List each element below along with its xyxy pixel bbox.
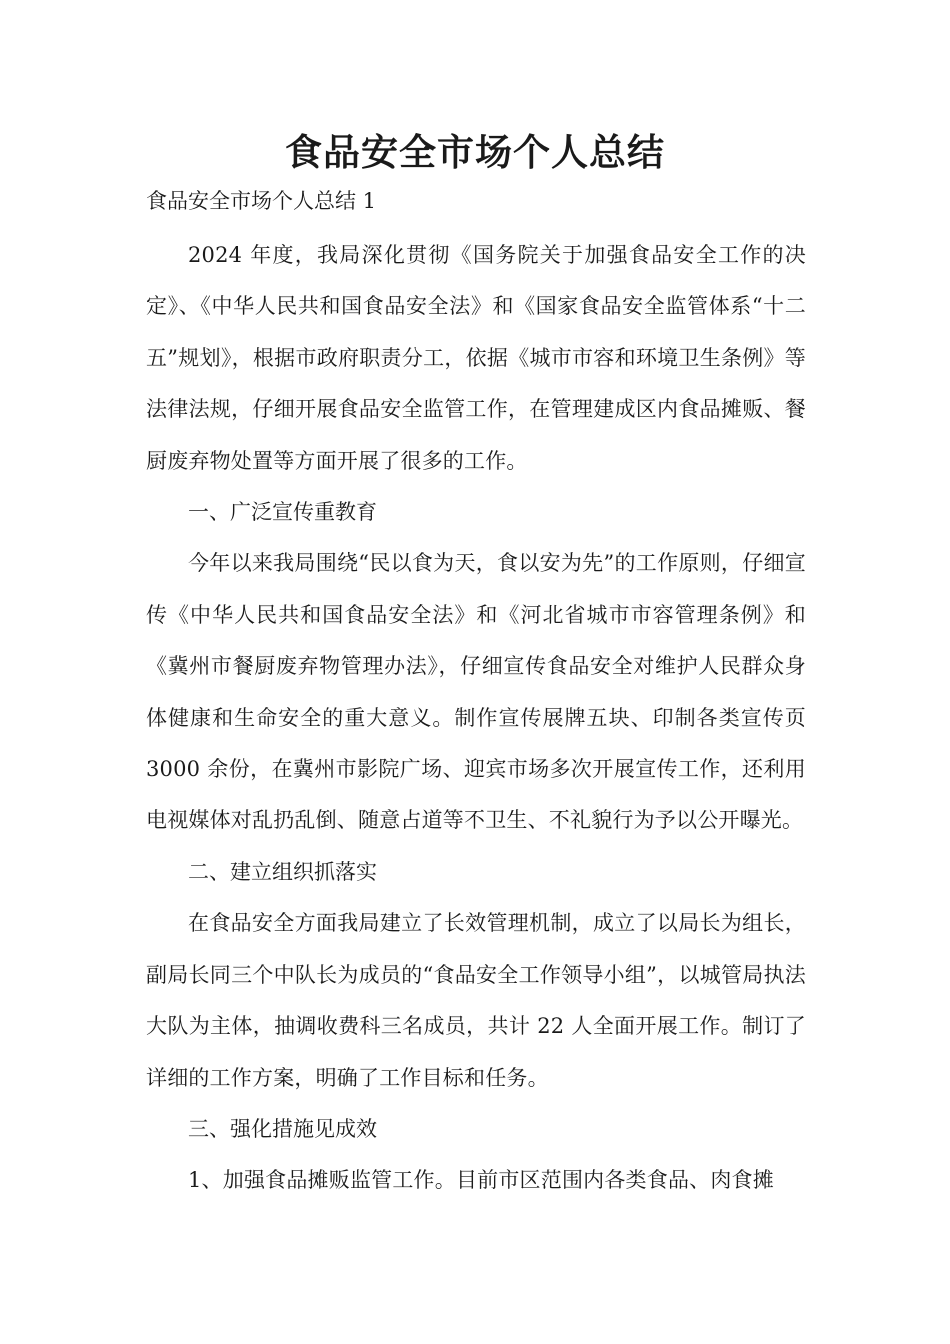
paragraph-measures: 1、加强食品摊贩监管工作。目前市区范围内各类食品、肉食摊 bbox=[188, 1168, 774, 1193]
paragraph-publicity: 今年以来我局围绕“民以食为天，食以安为先”的工作原则，仔细宣传《中华人民共和国食品安全法》和《河北省城市市容管理条例》和《冀州市餐厨废弃物管理办法》，仔细宣传食品安全对维护人民群众身体健康和生命安全的重大意义。制作宣传展牌五块、印制各类宣传页 3000 余份，在冀州市影院广场、迎宾市场多次开展宣传工作，还利用电视媒体对乱扔乱倒、随意占道等不卫生、不礼貌行为予以公开曝光。 bbox=[146, 551, 806, 833]
document-title: 食品安全市场个人总结 bbox=[285, 131, 665, 174]
document-subtitle: 食品安全市场个人总结 1 bbox=[146, 189, 377, 213]
section-heading-2: 二、建立组织抓落实 bbox=[188, 859, 377, 884]
section-heading-1: 一、广泛宣传重教育 bbox=[188, 500, 377, 525]
section-heading-3: 三、强化措施见成效 bbox=[188, 1116, 377, 1141]
paragraph-intro: 2024 年度，我局深化贯彻《国务院关于加强食品安全工作的决定》、《中华人民共和国食品安全法》和《国家食品安全监管体系“十二五”规划》，根据市政府职责分工，依据《城市市容和环境卫生条例》等法律法规，仔细开展食品安全监管工作，在管理建成区内食品摊贩、餐厨废弃物处置等方面开展了很多的工作。 bbox=[146, 243, 806, 473]
paragraph-organization: 在食品安全方面我局建立了长效管理机制，成立了以局长为组长，副局长同三个中队长为成员的“食品安全工作领导小组”，以城管局执法大队为主体，抽调收费科三名成员，共计 22 人全面开展工作。制订了详细的工作方案，明确了工作目标和任务。 bbox=[146, 911, 806, 1090]
document-body bbox=[146, 230, 806, 1207]
